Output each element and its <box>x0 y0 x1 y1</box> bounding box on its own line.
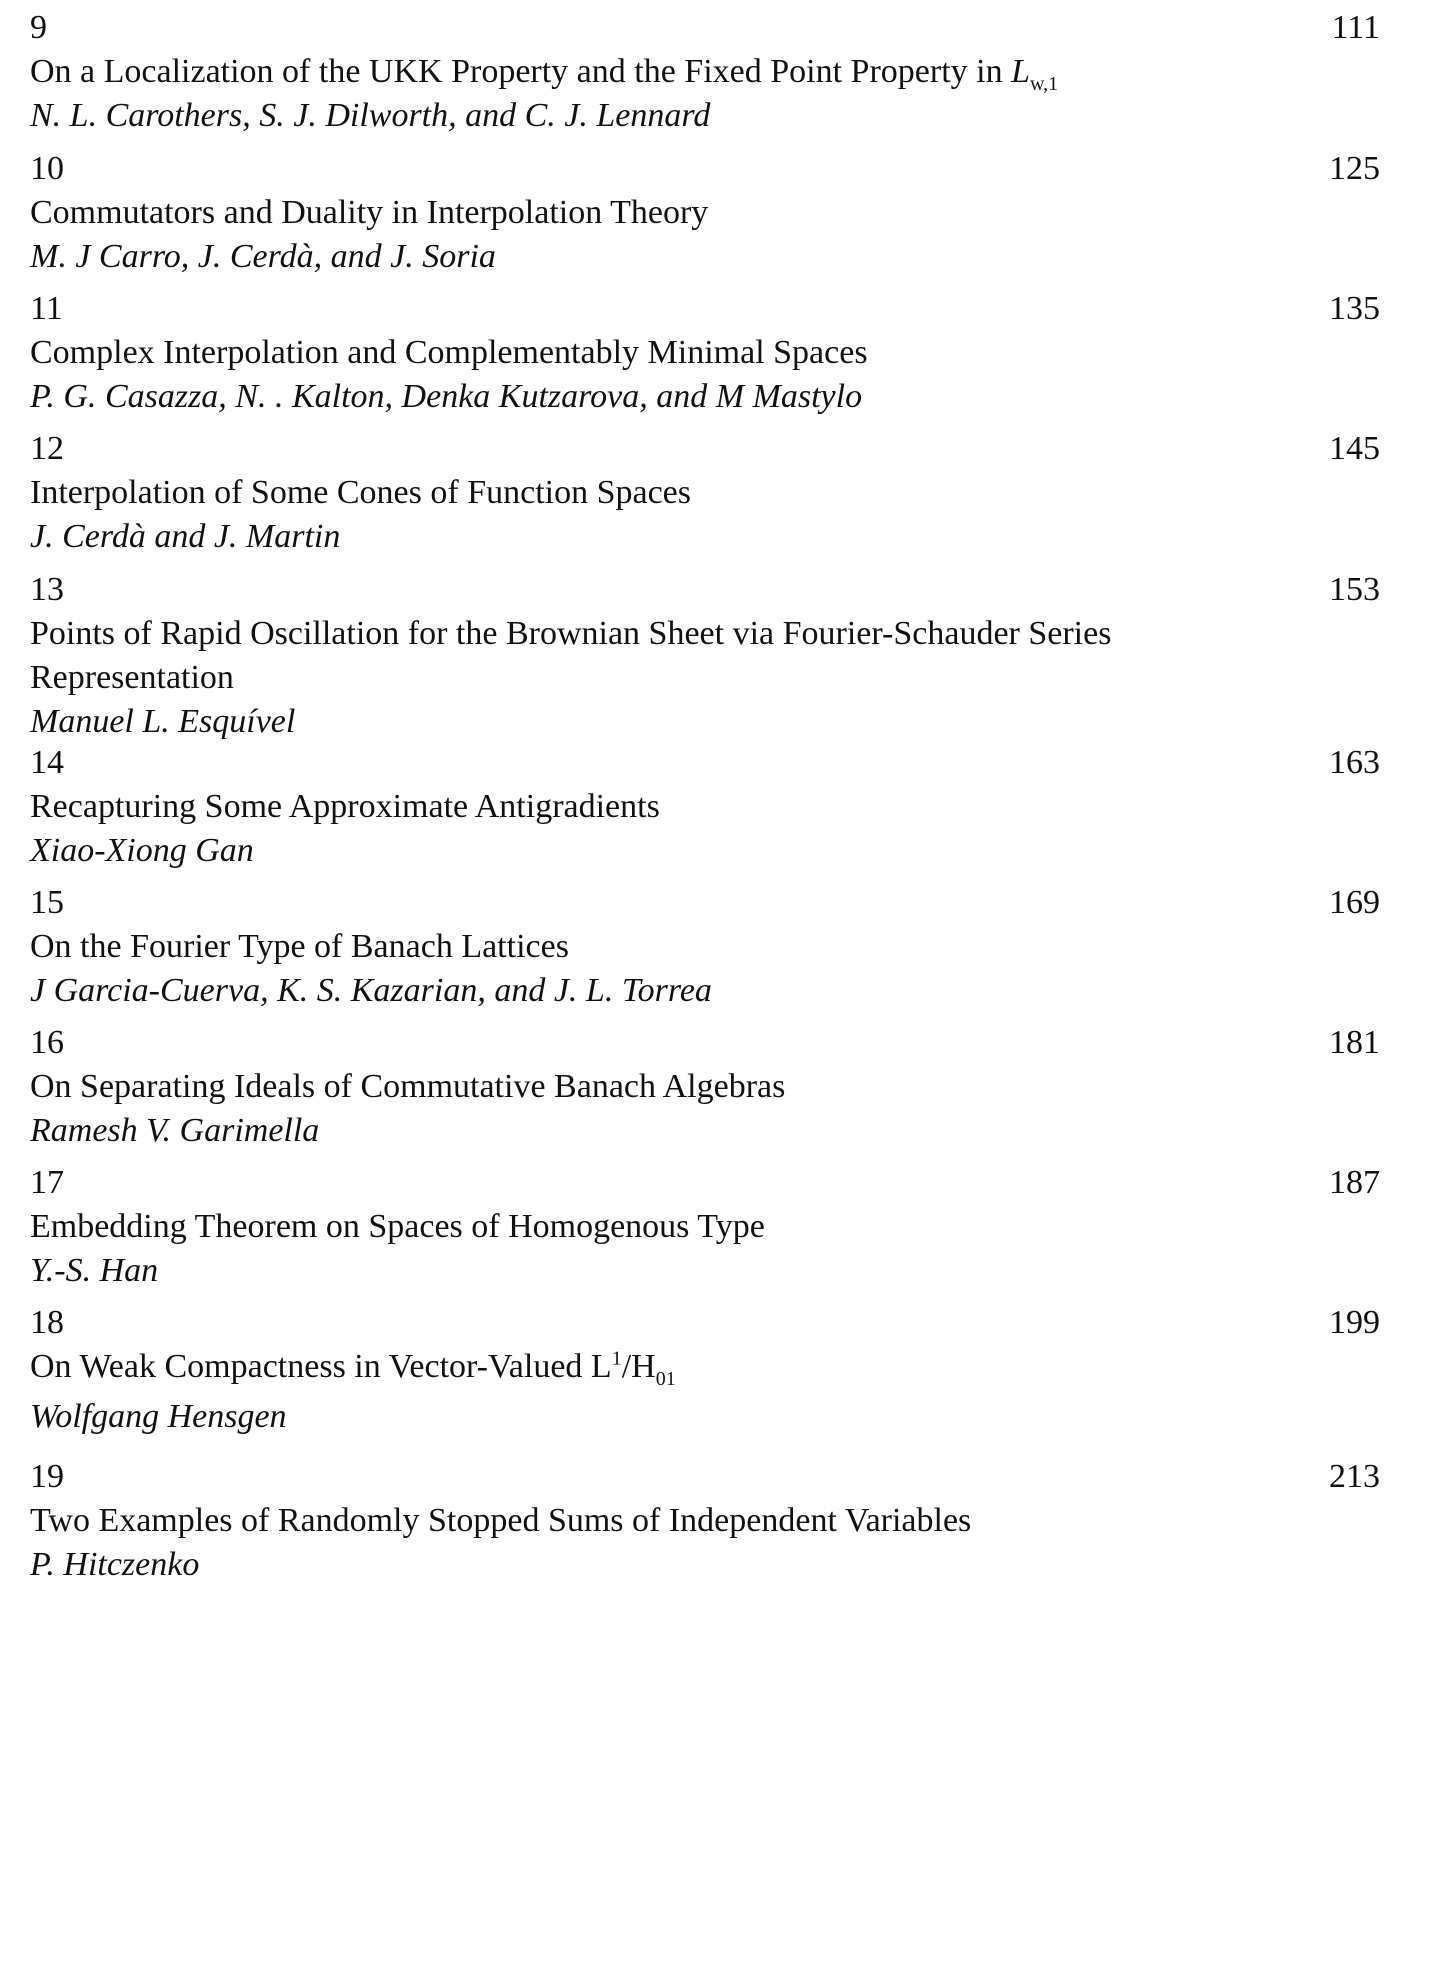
entry-title: On Separating Ideals of Commutative Banach Algebras <box>30 1068 786 1105</box>
toc-entry-11 <box>30 287 1380 419</box>
entry-number: 11 <box>30 290 63 327</box>
entry-authors: N. L. Carothers, S. J. Dilworth, and C. J. Lennard <box>30 97 711 134</box>
entry-title: Complex Interpolation and Complementably Minimal Spaces <box>30 334 868 371</box>
entry-title: On Weak Compactness in Vector-Valued $L^1/H_{01}$ <box>30 1347 676 1390</box>
math-subscript: 01 <box>655 1367 676 1390</box>
entry-title: Commutators and Duality in Interpolation Theory <box>30 194 709 231</box>
entry-authors: J. Cerdà and J. Martin <box>30 518 341 555</box>
entry-authors: J Garcia-Cuerva, K. S. Kazarian, and J. L. Torrea <box>30 972 712 1009</box>
entry-title: On a Localization of the UKK Property and the Fixed Point Property in $L_{w,1}$ <box>30 53 1059 95</box>
entry-number: 17 <box>30 1164 64 1201</box>
entry-authors: Y.-S. Han <box>30 1252 159 1289</box>
entry-title: Two Examples of Randomly Stopped Sums of Independent Variables <box>30 1502 972 1539</box>
entry-authors: Ramesh V. Garimella <box>30 1112 320 1149</box>
entry-page: 111 <box>1331 9 1380 46</box>
math-subscript: w,1 <box>1030 72 1059 95</box>
entry-authors: P. G. Casazza, N. . Kalton, Denka Kutzarova, and M Mastylo <box>30 378 863 415</box>
entry-number: 9 <box>30 9 47 46</box>
entry-page: 213 <box>1329 1458 1380 1495</box>
entry-page: 145 <box>1329 430 1380 467</box>
entry-page: 199 <box>1329 1304 1380 1341</box>
toc-entry-16 <box>30 1021 1380 1153</box>
entry-number: 12 <box>30 430 64 467</box>
entry-page: 187 <box>1329 1164 1380 1201</box>
entry-title: Embedding Theorem on Spaces of Homogenous Type <box>30 1208 765 1245</box>
toc-entry-13 <box>30 568 1380 744</box>
entry-title: Recapturing Some Approximate Antigradients <box>30 788 660 825</box>
entry-page: 169 <box>1329 884 1380 921</box>
entry-number: 14 <box>30 744 64 781</box>
math-superscript: 1 <box>611 1347 622 1370</box>
entry-page: 181 <box>1329 1024 1380 1061</box>
entry-number: 10 <box>30 150 64 187</box>
entry-page: 163 <box>1329 744 1380 781</box>
entry-number: 16 <box>30 1024 64 1061</box>
toc-entry-18 <box>30 1301 1380 1439</box>
toc-entry-17 <box>30 1161 1380 1293</box>
entry-number: 18 <box>30 1304 64 1341</box>
entry-authors: Wolfgang Hensgen <box>30 1398 287 1435</box>
math-symbol: L <box>1011 53 1031 90</box>
toc-entry-14 <box>30 741 1380 873</box>
entry-authors: Xiao-Xiong Gan <box>30 832 254 869</box>
entry-authors: M. J Carro, J. Cerdà, and J. Soria <box>30 238 496 275</box>
entry-number: 19 <box>30 1458 64 1495</box>
entry-authors: P. Hitczenko <box>30 1546 200 1583</box>
entry-title: Points of Rapid Oscillation for the Brownian Sheet via Fourier-Schauder Series Representation <box>30 615 1112 696</box>
toc-entry-12 <box>30 427 1380 559</box>
toc-entry-15 <box>30 881 1380 1013</box>
entry-authors: Manuel L. Esquível <box>30 703 296 740</box>
entry-page: 153 <box>1329 571 1380 608</box>
entry-number: 15 <box>30 884 64 921</box>
toc-entry-19 <box>30 1455 1380 1587</box>
toc-entry-9 <box>30 6 1380 138</box>
entry-page: 125 <box>1329 150 1380 187</box>
entry-title: On the Fourier Type of Banach Lattices <box>30 928 569 965</box>
entry-title: Interpolation of Some Cones of Function Spaces <box>30 474 692 511</box>
entry-page: 135 <box>1329 290 1380 327</box>
entry-number: 13 <box>30 571 64 608</box>
toc-entry-10 <box>30 147 1380 279</box>
